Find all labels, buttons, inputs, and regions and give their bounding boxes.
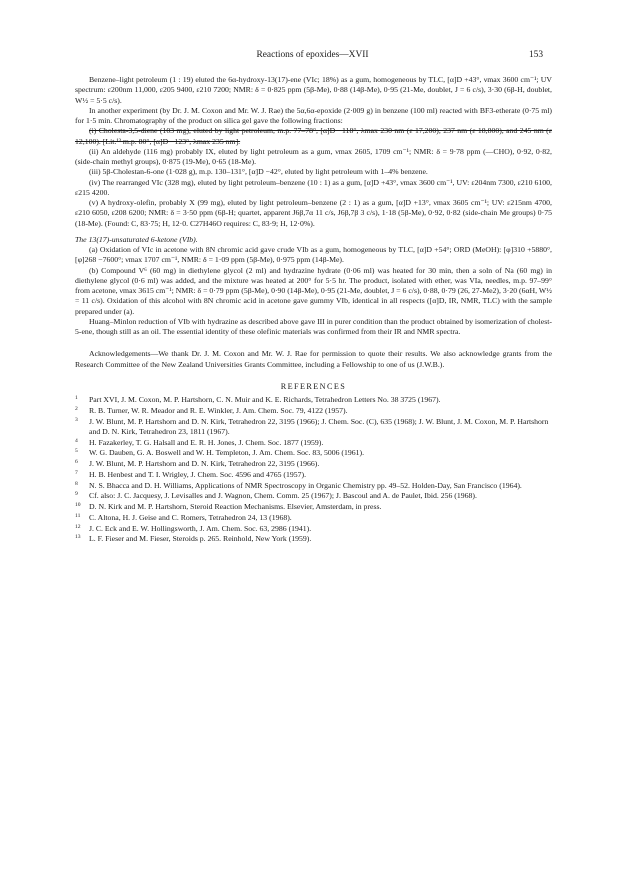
- reference-text: N. S. Bhacca and D. H. Williams, Applications of NMR Spectroscopy in Organic Chemistry pp. 49–52. Holden-Day, San Francisco (1964).: [89, 480, 522, 490]
- reference-item: [75, 395, 552, 405]
- body-paragraph: In another experiment (by Dr. J. M. Coxon and Mr. W. J. Rae) the 5α,6α-epoxide (2·009 g) in benzene (100 ml) reacted with BF3-etherate (0·75 ml) for 1·5 min. Chromatography of the product on silica gel gave the following fractions:: [75, 105, 552, 125]
- reference-number: 5: [75, 448, 78, 455]
- reference-number: 7: [75, 469, 78, 476]
- paragraph-spacer: [75, 337, 552, 349]
- reference-number: 2: [75, 405, 78, 412]
- reference-item: [75, 438, 552, 448]
- article-body: [75, 75, 552, 545]
- body-paragraph: (a) Oxidation of VIc in acetone with 8N chromic acid gave crude VIb as a gum, homogeneous by TLC, [α]D +54°; ORD (MeOH): [φ]310 +5880°, [φ]268 −7600°; νmax 1707 cm⁻¹, NMR: δ = 1·09 ppm (5β-Me), 0·975 ppm (14β-Me).: [75, 245, 552, 265]
- reference-text: Cf. also: J. C. Jacquesy, J. Levisalles and J. Wagnon, Chem. Comm. 25 (1967); J. Bascoul and A. de Paulet, Ibid. 256 (1968).: [89, 491, 477, 501]
- reference-number: 9: [75, 491, 78, 498]
- reference-text: D. N. Kirk and M. P. Hartshorn, Steroid Reaction Mechanisms. Elsevier, Amsterdam, in press.: [89, 502, 382, 511]
- reference-item: [75, 406, 552, 416]
- reference-item: [75, 524, 552, 534]
- body-paragraph: Huang–Minlon reduction of VIb with hydrazine as described above gave III in purer condition than the product obtained by isomerization of cholest-5-ene, though still as an oil. The essential identity of these olefinic materials was confirmed from their IR and NMR spectra.: [75, 316, 552, 336]
- reference-item: [75, 417, 552, 438]
- page-number: 153: [528, 50, 543, 60]
- body-paragraph: (ii) An aldehyde (116 mg) probably IX, eluted by light petroleum as a gum, νmax 2605, 1709 cm⁻¹; NMR: δ = 9·78 ppm (—CHO), 0·92, 0·82, (side-chain methyl groups), 0·875 (19-Me), 0·65 (18-Me).: [75, 146, 552, 166]
- reference-text: W. G. Dauben, G. A. Boswell and W. H. Templeton, J. Am. Chem. Soc. 83, 5006 (1961).: [89, 448, 365, 458]
- body-paragraph: Acknowledgements—We thank Dr. J. M. Coxon and Mr. W. J. Rae for permission to quote their results. We also acknowledge grants from the Research Committee of the New Zealand Universities Grants Committee, including a Fellowship to one of us (J.W.B.).: [75, 349, 552, 369]
- reference-text: R. B. Turner, W. R. Meador and R. E. Winkler, J. Am. Chem. Soc. 79, 4122 (1957).: [89, 405, 348, 415]
- reference-text: J. W. Blunt, M. P. Hartshorn and D. N. Kirk, Tetrahedron 22, 3195 (1966); J. Chem. Soc. (C), 635 (1968); J. W. Blunt, J. M. Coxon, M. P. Hartshorn and D. N. Kirk, Tetrahedron 23, 1811 (1967).: [89, 416, 549, 436]
- reference-text: Part XVI, J. M. Coxon, M. P. Hartshorn, C. N. Muir and K. E. Richards, Tetrahedron Letters No. 38 3725 (1967).: [89, 395, 441, 404]
- reference-number: 6: [75, 459, 78, 465]
- reference-item: [75, 534, 552, 544]
- reference-item: [75, 459, 552, 469]
- reference-number: 13: [75, 534, 81, 541]
- page-header: [0, 50, 625, 64]
- reference-list: [75, 395, 552, 545]
- experimental-section: [75, 75, 552, 370]
- reference-number: 11: [75, 512, 81, 519]
- running-title: Reactions of epoxides—XVII: [256, 50, 369, 60]
- reference-number: 3: [75, 416, 78, 423]
- reference-item: [75, 513, 552, 523]
- reference-number: 10: [75, 502, 81, 508]
- reference-text: H. Fazakerley, T. G. Halsall and E. R. H. Jones, J. Chem. Soc. 1877 (1959).: [89, 437, 324, 447]
- reference-text: J. W. Blunt, M. P. Hartshorn and D. N. Kirk, Tetrahedron 22, 3195 (1966).: [89, 459, 320, 468]
- reference-number: 8: [75, 480, 78, 487]
- body-paragraph: (iii) 5β-Cholestan-6-one (1·028 g), m.p. 130–131°, [α]D −42°, eluted by light petroleum with 1–4% benzene.: [89, 167, 428, 177]
- reference-item: [75, 481, 552, 491]
- reference-text: C. Altona, H. J. Geise and C. Romers, Tetrahedron 24, 13 (1968).: [89, 512, 292, 522]
- body-paragraph: The 13(17)-unsaturated 6-ketone (VIb).: [75, 234, 198, 244]
- reference-text: J. C. Eck and E. W. Hollingsworth, J. Am. Chem. Soc. 63, 2986 (1941).: [89, 523, 312, 533]
- reference-number: 1: [75, 395, 78, 401]
- reference-number: 4: [75, 437, 78, 444]
- reference-number: 12: [75, 523, 81, 530]
- reference-text: L. F. Fieser and M. Fieser, Steroids p. 265. Reinhold, New York (1959).: [89, 534, 312, 544]
- body-paragraph: (iv) The rearranged VIc (328 mg), eluted by light petroleum–benzene (10 : 1) as a gum, [α]D +43°, νmax 3600 cm⁻¹, UV: ε204nm 7300, ε210 6100, ε215 4200.: [75, 177, 552, 197]
- reference-text: H. B. Henbest and T. I. Wrigley, J. Chem. Soc. 4596 and 4765 (1957).: [89, 469, 307, 479]
- body-paragraph: Benzene–light petroleum (1 : 19) eluted the 6α-hydroxy-13(17)-ene (VIc; 18%) as a gum, homogeneous by TLC, [α]D +43°, νmax 3600 cm⁻¹; UV spectrum: ε200nm 11,000, ε205 9400, ε210 7200; NMR: δ = 0·825 ppm (5β-Me), 0·88 (14β-Me), 0·95 (21-Me, doublet, J = 6 c/s), 3·30 (6β-H, doublet, W½ = 5·5 c/s).: [75, 75, 552, 105]
- reference-item: [75, 448, 552, 458]
- reference-item: [75, 502, 552, 512]
- section-spacer: [75, 370, 552, 382]
- body-paragraph: (i) Cholesta-3,5-diene (103 mg), eluted by light petroleum, m.p. 77–78°, [α]D −118°, λmax 230 nm (ε 17,200), 237 nm (ε 18,800), and 245 nm (ε 12,100). [Lit.¹³ m.p. 80°, [α]D −123°, λmax 235 nm].: [75, 126, 552, 146]
- body-paragraph: (b) Compound V⁶ (60 mg) in diethylene glycol (2 ml) and hydrazine hydrate (0·06 ml) was heated for 30 min, then a soln of Na (60 mg) in diethylene glycol (0·6 ml) was added, and the mixture was heated at 200° for 5·5 hr. The product, isolated with ether, was VIa, needles, m.p. 97–99° from acetone, νmax 3615 cm⁻¹; NMR: δ = 0·79 ppm (5β-Me), 0·90 (14β-Me), 0·95 (21-Me, doublet, J = 6 c/s), 0·88, 0·79 (26, 27-Me2), 3·20 (6αH, W½ = 11 c/s). Oxidation of this alcohol with 8N chromic acid in acetone gave gummy VIb, identical in all respects ([α]D, IR, NMR, TLC) with the sample prepared under (a).: [75, 265, 552, 316]
- reference-item: [75, 470, 552, 480]
- reference-item: [75, 491, 552, 501]
- body-paragraph: (v) A hydroxy-olefin, probably X (99 mg), eluted by light petroleum–benzene (2 : 1) as a gum, [α]D +13°, νmax 3605 cm⁻¹; UV: ε215nm 4700, ε210 6050, ε208 6200; NMR: δ = 3·50 ppm (6β-H; quartet, apparent J6β,7α 11 c/s, J6β,7β 3 c/s), 1·18 (5β-Me), 0·92, 0·82 (side-chain Me groups) 0·75 (18-Me). (Found: C, 83·75; H, 12·0. C27H46O requires: C, 83·9; H, 12·0%).: [75, 198, 552, 228]
- references-heading: REFERENCES: [280, 381, 347, 391]
